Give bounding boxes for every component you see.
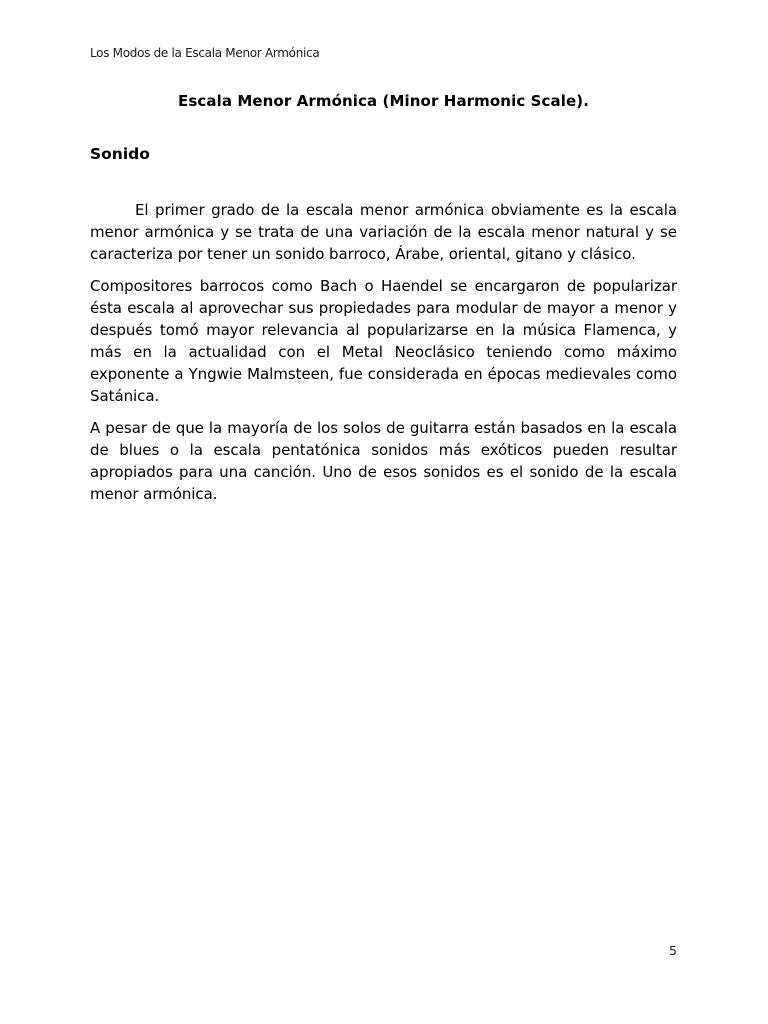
paragraph: El primer grado de la escala menor armónica obviamente es la escala menor armónica y se trata de una variación de la escala menor natural y se caracteriza por tener un sonido barroco, Árabe, oriental, gitano y clásico.: [90, 201, 677, 263]
running-header: Los Modos de la Escala Menor Armónica: [90, 46, 320, 60]
page-number: 5: [669, 943, 677, 958]
document-title: Escala Menor Armónica (Minor Harmonic Scale).: [177, 92, 590, 110]
section-heading: Sonido: [90, 145, 150, 163]
paragraph: Compositores barrocos como Bach o Haendel se encargaron de popularizar ésta escala al aprovechar sus propiedades para modular de mayor a menor y después tomó mayor relevancia al popularizarse en la música Flamenca, y más en la actualidad con el Metal Neoclásico teniendo como máximo exponente a Yngwie Malmsteen, fue considerada en épocas medievales como Satánica.: [90, 277, 677, 405]
body-text: [90, 199, 677, 515]
paragraph: A pesar de que la mayoría de los solos de guitarra están basados en la escala de blues o la escala pentatónica sonidos más exóticos pueden resultar apropiados para una canción. Uno de esos sonidos es el sonido de la escala menor armónica.: [90, 419, 677, 503]
